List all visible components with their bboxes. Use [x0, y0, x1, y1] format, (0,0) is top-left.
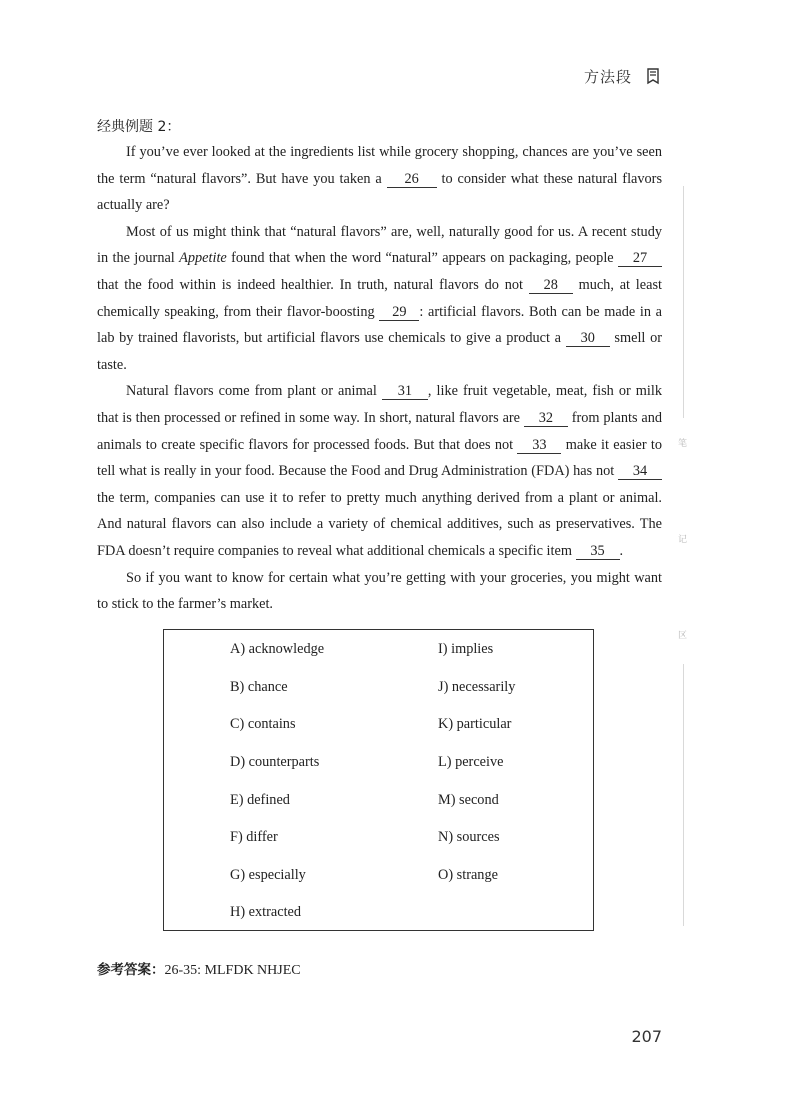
option-i: I) implies — [438, 641, 494, 657]
paragraph-1: If you’ve ever looked at the ingredients list while grocery shopping, chances are you’ve seen the term “natural flavors”. But have you taken a 26 to consider what these natural flavors actually are? — [97, 144, 663, 214]
blank-33: 33 — [517, 438, 561, 454]
option-j: J) necessarily — [438, 679, 516, 695]
blank-27: 27 — [618, 251, 662, 267]
option-m: M) second — [438, 792, 499, 808]
blank-29: 29 — [379, 305, 419, 321]
blank-28: 28 — [529, 278, 573, 294]
option-d: D) counterparts — [230, 754, 320, 770]
blank-34: 34 — [618, 464, 662, 480]
journal-name: Appetite — [179, 250, 227, 267]
blank-30: 30 — [566, 331, 610, 347]
blank-31: 31 — [382, 384, 428, 400]
page-number: 207 — [631, 1027, 662, 1046]
blank-26: 26 — [387, 172, 437, 188]
notes-margin-label-2: 记 — [678, 535, 688, 545]
option-e: E) defined — [230, 792, 290, 808]
book-logo-icon — [646, 68, 660, 85]
option-f: F) differ — [230, 829, 278, 845]
passage — [97, 139, 662, 618]
answer-label: 参考答案： — [97, 962, 165, 978]
margin-rule-bottom — [683, 664, 684, 926]
paragraph-4: So if you want to know for certain what you’re getting with your groceries, you might want to stick to the farmer’s market. — [97, 569, 662, 613]
notes-margin-label-1: 笔 — [678, 439, 688, 449]
example-title: 经典例题 2： — [97, 119, 181, 135]
word-bank-box — [163, 629, 594, 931]
answer-value: 26-35: MLFDK NHJEC — [164, 963, 301, 978]
notes-margin-label-3: 区 — [678, 631, 688, 641]
blank-35: 35 — [576, 544, 620, 560]
margin-rule-top — [683, 186, 684, 418]
option-l: L) perceive — [438, 754, 504, 770]
paragraph-3: Natural flavors come from plant or animal 31 , like fruit vegetable, meat, fish or milk that is then processed or refined in some way. In short, natural flavors are 32 from plants and animals to create specific flavors for processed foods. But that does not 33 make it easier to tell what is really in your food. Because the Food and Drug Administration (FDA) has not 34 the term, companies can use it to refer to pretty much anything derived from a plant or animal. And natural flavors can also include a variety of chemical additives, such as preservatives. The FDA doesn’t require companies to reveal what additional chemicals a specific item 35 . — [97, 383, 662, 559]
option-a: A) acknowledge — [230, 641, 325, 657]
option-k: K) particular — [438, 716, 512, 732]
option-c: C) contains — [230, 716, 296, 732]
option-b: B) chance — [230, 679, 288, 695]
chapter-title: 方法段 — [583, 68, 632, 86]
option-h: H) extracted — [230, 904, 302, 920]
option-o: O) strange — [438, 867, 498, 883]
option-n: N) sources — [438, 829, 500, 845]
paragraph-2: Most of us might think that “natural flavors” are, well, naturally good for us. A recent study in the journal Appetite found that when the word “natural” appears on packaging, people 27 that the food within is indeed healthier. In truth, natural flavors do not 28 much, at least chemically speaking, from their flavor-boosting 29 : artificial flavors. Both can be made in a lab by trained flavorists, but artificial flavors use chemicals to give a product a 30 smell or taste. — [97, 223, 663, 373]
answer-key — [97, 958, 301, 979]
blank-32: 32 — [524, 411, 568, 427]
option-g: G) especially — [230, 867, 306, 883]
